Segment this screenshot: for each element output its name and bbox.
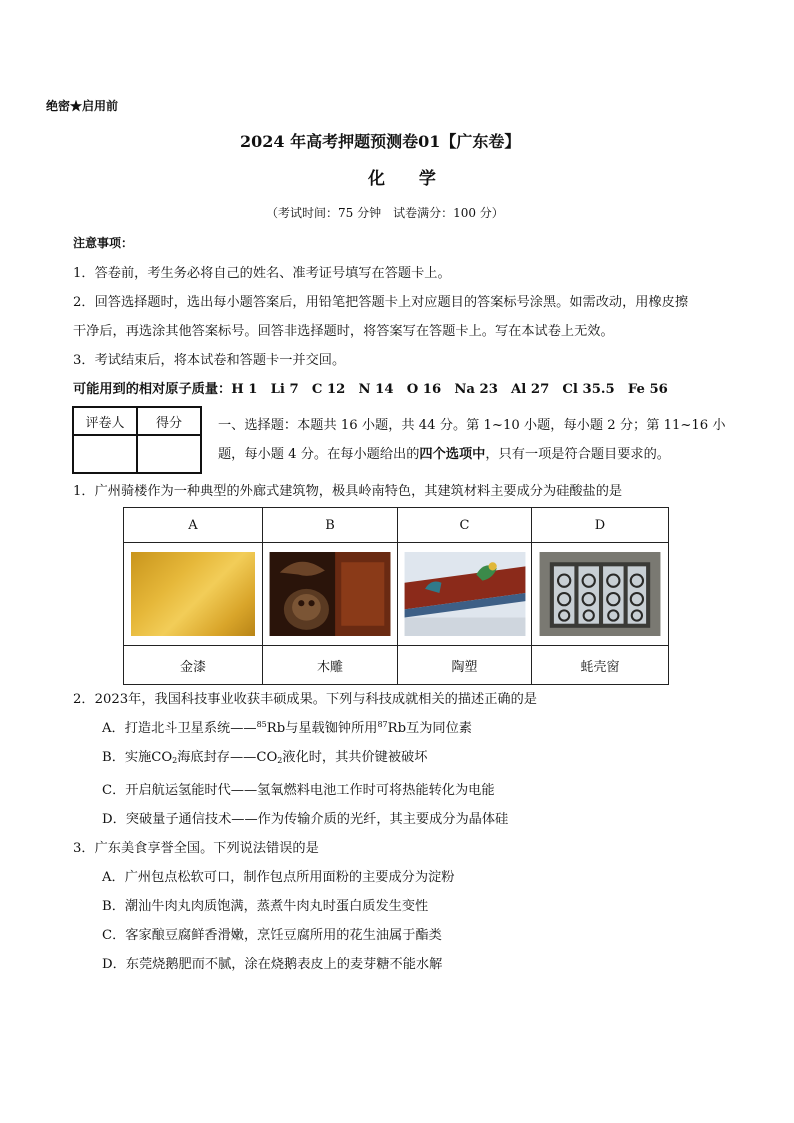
grader-table	[72, 406, 202, 474]
note-item: 1．答卷前，考生务必将自己的姓名、准考证号填写在答题卡上。	[73, 266, 451, 281]
oyster-shell-window-image	[538, 552, 662, 636]
reviewer-cell	[73, 435, 137, 473]
section1-intro-line1: 一、选择题：本题共 16 小题，共 44 分。第 1~10 小题，每小题 2 分；第 11~16 小	[218, 418, 726, 433]
note-item: 2．回答选择题时，选出每小题答案后，用铅笔把答题卡上对应题目的答案标号涂黑。如需改动，用橡皮擦	[73, 295, 689, 310]
atomic-masses: 可能用到的相对原子质量：H 1 Li 7 C 12 N 14 O 16 Na 23 Al 27 Cl 35.5 Fe 56	[73, 382, 668, 397]
note-item: 3．考试结束后，将本试卷和答题卡一并交回。	[73, 353, 346, 368]
note-item: 干净后，再选涂其他答案标号。回答非选择题时，将答案写在答题卡上。写在本试卷上无效。	[73, 324, 614, 339]
option-d-label: 蚝壳窗	[532, 646, 669, 685]
section1-intro-line2: 题，每小题 4 分。在每小题给出的四个选项中，只有一项是符合题目要求的。	[218, 447, 670, 462]
option-a-label: 金漆	[124, 646, 263, 685]
option-a-image-cell	[124, 543, 263, 646]
question-3-option-b: B．潮汕牛肉丸肉质饱满，蒸煮牛肉丸时蛋白质发生变性	[102, 899, 429, 914]
option-c-label: 陶塑	[398, 646, 532, 685]
score-label: 得分	[137, 407, 201, 435]
question-3-option-d: D．东莞烧鹅肥而不腻，涂在烧鹅表皮上的麦芽糖不能水解	[102, 957, 443, 972]
question-2-stem: 2．2023年，我国科技事业收获丰硕成果。下列与科技成就相关的描述正确的是	[73, 692, 537, 707]
gold-lacquer-image	[131, 552, 255, 636]
score-cell	[137, 435, 201, 473]
question-2-option-d: D．突破量子通信技术——作为传输介质的光纤，其主要成分为晶体硅	[102, 812, 509, 827]
reviewer-label: 评卷人	[73, 407, 137, 435]
question-2-option-c: C．开启航运氢能时代——氢氧燃料电池工作时可将热能转化为电能	[102, 783, 495, 798]
question-2-option-b: B．实施$CO_2$海底封存$——CO_2$液化时，其共价键被破坏	[102, 750, 428, 765]
question-3-option-c: C．客家酿豆腐鲜香滑嫩，烹饪豆腐所用的花生油属于酯类	[102, 928, 442, 943]
option-b-label: 木雕	[263, 646, 398, 685]
option-b-header: B	[263, 508, 398, 543]
option-c-header: C	[398, 508, 532, 543]
subject-title: 化 学	[368, 169, 450, 189]
notes-heading: 注意事项：	[73, 236, 134, 250]
question-2-option-a: A．打造北斗卫星系统——$^{85}$Rb与星载铷钟所用$^{87}$Rb互为同位素	[102, 720, 472, 736]
option-b-image-cell	[263, 543, 398, 646]
wood-carving-image	[268, 552, 392, 636]
exam-info: （考试时间：75 分钟 试卷满分：100 分）	[266, 206, 504, 220]
question-1-options-table	[123, 507, 669, 685]
page-title: 2024 年高考押题预测卷01【广东卷】	[240, 132, 521, 151]
question-3-option-a: A．广州包点松软可口，制作包点所用面粉的主要成分为淀粉	[102, 870, 455, 885]
option-d-header: D	[532, 508, 669, 543]
question-1-stem: 1．广州骑楼作为一种典型的外廊式建筑物，极具岭南特色，其建筑材料主要成分为硅酸盐的是	[73, 484, 623, 499]
ceramic-sculpture-image	[403, 552, 527, 636]
option-d-image-cell	[532, 543, 669, 646]
option-a-header: A	[124, 508, 263, 543]
confidential-mark: 绝密★启用前	[46, 99, 119, 113]
question-3-stem: 3．广东美食享誉全国。下列说法错误的是	[73, 841, 319, 856]
option-c-image-cell	[398, 543, 532, 646]
